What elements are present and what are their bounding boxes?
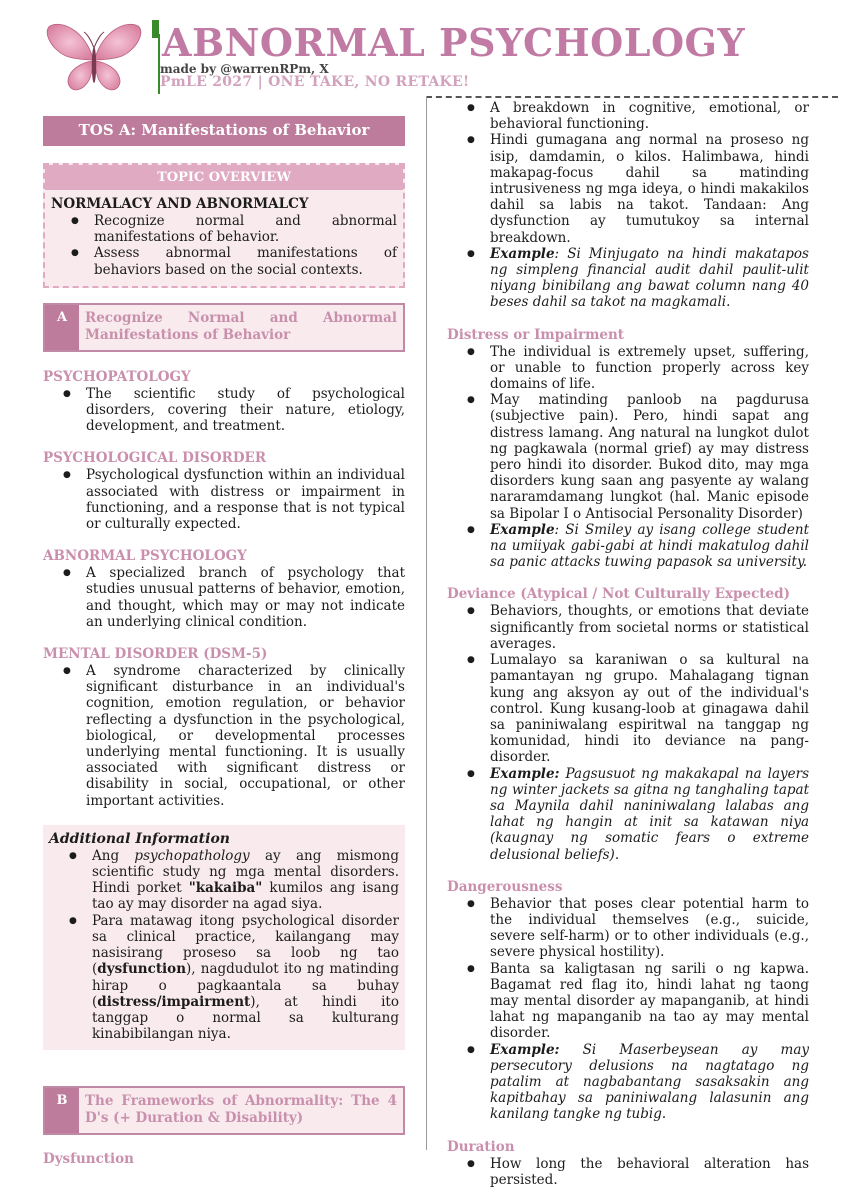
distress-list <box>447 344 809 571</box>
list-item: ● Banta sa kaligtasan ng sarili o ng kapwa. Bagamat red flag ito, hindi lahat ng taong may mental disorder ay mapanganib, at hindi lahat ng mapanganib na tao ay may mental disorder. <box>447 961 809 1042</box>
list-item: ● The individual is extremely upset, suffering, or unable to function properly across key domains of life. <box>447 344 809 393</box>
section-title: The Frameworks of Abnormality: The 4 D's (+ Duration & Disability) <box>85 1093 397 1127</box>
duration-list <box>447 1156 809 1188</box>
term-heading: ABNORMAL PSYCHOLOGY <box>43 548 247 565</box>
tos-title: TOS A: Manifestations of Behavior <box>43 116 405 146</box>
header-dashed-rule <box>426 96 838 98</box>
example-item: ● Example: Pagsusuot ng makakapal na layers ng winter jackets sa gitna ng tanghaling tapat sa Maynila dahil naniniwalang lalabas ang lahat ng hangin at init sa katawan niya (kaugnay ng somatic fears o extreme delusional beliefs). <box>447 766 809 863</box>
term-definition: ● A syndrome characterized by clinically significant disturbance in an individual's cognition, emotion regulation, or behavior reflecting a dysfunction in the psychological, biological, or developmental processes underlying mental functioning. It is usually associated with significant distress or disability in social, occupational, or other important activities. <box>43 663 405 809</box>
additional-information-box <box>43 825 405 1050</box>
tagline: PmLE 2027 | ONE TAKE, NO RETAKE! <box>160 74 470 90</box>
term-block <box>43 548 405 630</box>
page-title: ABNORMAL PSYCHOLOGY <box>162 20 746 65</box>
list-item: ● Behavior that poses clear potential harm to the individual themselves (e.g., suicide, severe self-harm) or to other individuals (e.g., severe physical hostility). <box>447 896 809 961</box>
term-definition: ● A specialized branch of psychology that studies unusual patterns of behavior, emotion, and thought, which may or may not indicate an underlying clinical condition. <box>43 565 405 630</box>
example-item: ● Example: Si Minjugato na hindi makatapos ng simpleng financial audit dahil paulit-ulit niyang binibilang ang bawat column nang 40 beses dahil sa takot na magkamali. <box>447 246 809 311</box>
term-heading: MENTAL DISORDER (DSM-5) <box>43 646 268 663</box>
section-a-header <box>43 303 405 352</box>
dysfunction-list <box>447 100 809 311</box>
section-letter: B <box>45 1088 79 1133</box>
author-byline: made by @warrenRPm, X <box>160 62 329 76</box>
section-title: Recognize Normal and Abnormal Manifestations of Behavior <box>85 309 397 343</box>
overview-item: ● Assess abnormal manifestations of behaviors based on the social contexts. <box>51 245 397 277</box>
section-letter: A <box>45 305 79 350</box>
criterion-heading: Dangerousness <box>447 878 563 895</box>
topic-overview-heading: TOPIC OVERVIEW <box>45 165 403 190</box>
dysfunction-heading: Dysfunction <box>43 1151 134 1168</box>
list-item: ● A breakdown in cognitive, emotional, or behavioral functioning. <box>447 100 809 132</box>
term-block <box>43 369 405 435</box>
column-divider <box>426 96 427 1150</box>
info-item: ● Ang psychopathology ay ang mismong scientific study ng mga mental disorders. Hindi porket "kakaiba" kumilos ang isang tao ay may disorder na agad siya. <box>49 848 399 913</box>
term-block <box>43 646 405 809</box>
example-item: ● Example: Si Smiley ay isang college student na umiiyak gabi-gabi at hindi makatulog dahil sa panic attacks tuwing papasok sa university. <box>447 522 809 571</box>
example-item: ● Example: Si Maserbeysean ay may persecutory delusions na nagtatago ng patalim at nagbabantang sasaksakin ang kapitbahay sa paniniwalang lalasunin ang kanilang tangke ng tubig. <box>447 1042 809 1123</box>
term-block <box>43 450 405 532</box>
criterion-heading: Duration <box>447 1138 515 1155</box>
list-item: ● How long the behavioral alteration has persisted. <box>447 1156 809 1188</box>
info-item: ● Para matawag itong psychological disorder sa clinical practice, kailangang may nasisirang proseso sa loob ng tao (dysfunction), nagdudulot ito ng matinding hirap o pagkaantala sa buhay (distress/impairment), at hindi ito tanggap o normal sa kulturang kinabibilangan niya. <box>49 913 399 1043</box>
butterfly-icon <box>44 20 144 100</box>
section-b-header <box>43 1086 405 1135</box>
term-heading: PSYCHOPATOLOGY <box>43 368 191 385</box>
list-item: ● Hindi gumagana ang normal na proseso ng isip, damdamin, o kilos. Halimbawa, hindi makapag-focus dahil sa matinding intrusiveness ng mga ideya, o hindi makakilos dahil sa labis na takot. Tandaan: Ang dysfunction ay tumutukoy sa internal breakdown. <box>447 132 809 245</box>
overview-item: ● Recognize normal and abnormal manifestations of behavior. <box>51 213 397 245</box>
list-item: ● Behaviors, thoughts, or emotions that deviate significantly from societal norms or statistical averages. <box>447 603 809 652</box>
additional-information-title: Additional Information <box>49 830 230 847</box>
term-definition: ● The scientific study of psychological disorders, covering their nature, etiology, development, and treatment. <box>43 386 405 435</box>
left-column <box>43 116 405 1168</box>
list-item: ● May matinding panloob na pagdurusa (subjective pain). Pero, hindi sapat ang distress lamang. Ang natural na lungkot dulot ng pagkawala (normal grief) ay may distress pero hindi ito disorder. Bukod dito, may mga disorders kung saan ang pasyente ay walang nararamdamang lungkot (hal. Manic episode sa Bipolar I o Antisocial Personality Disorder) <box>447 392 809 522</box>
dangerousness-list <box>447 896 809 1123</box>
criterion-heading: Deviance (Atypical / Not Culturally Expected) <box>447 586 790 603</box>
term-heading: PSYCHOLOGICAL DISORDER <box>43 450 267 467</box>
topic-overview-box <box>43 163 405 288</box>
term-definition: ● Psychological dysfunction within an individual associated with distress or impairment in functioning, and a response that is not typical or culturally expected. <box>43 467 405 532</box>
overview-subtitle: NORMALACY AND ABNORMALCY <box>51 196 309 212</box>
deviance-list <box>447 603 809 862</box>
criterion-heading: Distress or Impairment <box>447 326 625 343</box>
list-item: ● Lumalayo sa karaniwan o sa kultural na pamantayan ng grupo. Mahalagang tignan kung ang aksyon ay out of the individual's control. Kung kusang-loob at ginagawa dahil sa paniniwalang espiritwal na tanggap ng komunidad, hindi ito deviance na pang-disorder. <box>447 652 809 765</box>
right-column <box>447 100 809 1188</box>
